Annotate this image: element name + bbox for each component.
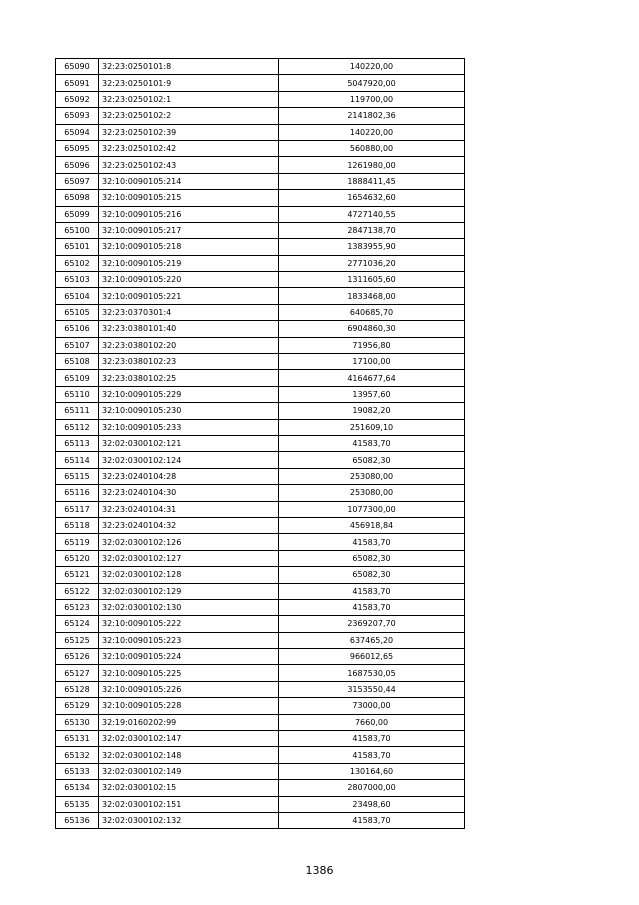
value-cell: 7660,00 — [279, 714, 465, 730]
row-number-cell: 65120 — [56, 550, 99, 566]
cadastral-number-cell: 32:02:0300102:149 — [99, 763, 279, 779]
cadastral-number-cell: 32:10:0090105:228 — [99, 698, 279, 714]
value-cell: 1077300,00 — [279, 501, 465, 517]
value-cell: 2807000,00 — [279, 780, 465, 796]
row-number-cell: 65130 — [56, 714, 99, 730]
table-row — [56, 140, 465, 156]
table-row — [56, 468, 465, 484]
cadastral-number-cell: 32:23:0380102:23 — [99, 354, 279, 370]
row-number-cell: 65121 — [56, 567, 99, 583]
row-number-cell: 65092 — [56, 91, 99, 107]
row-number-cell: 65113 — [56, 435, 99, 451]
table-row — [56, 517, 465, 533]
cadastral-number-cell: 32:23:0240104:28 — [99, 468, 279, 484]
table-row — [56, 501, 465, 517]
table-row — [56, 75, 465, 91]
value-cell: 1888411,45 — [279, 173, 465, 189]
table-row — [56, 599, 465, 615]
value-cell: 19082,20 — [279, 403, 465, 419]
row-number-cell: 65107 — [56, 337, 99, 353]
value-cell: 13957,60 — [279, 386, 465, 402]
cadastral-number-cell: 32:10:0090105:230 — [99, 403, 279, 419]
table-row — [56, 255, 465, 271]
row-number-cell: 65132 — [56, 747, 99, 763]
table-row — [56, 304, 465, 320]
row-number-cell: 65098 — [56, 190, 99, 206]
row-number-cell: 65133 — [56, 763, 99, 779]
table-row — [56, 190, 465, 206]
table-row — [56, 91, 465, 107]
table-row — [56, 386, 465, 402]
cadastral-number-cell: 32:23:0380101:40 — [99, 321, 279, 337]
cadastral-number-cell: 32:10:0090105:218 — [99, 239, 279, 255]
table-row — [56, 403, 465, 419]
cadastral-number-cell: 32:23:0250102:2 — [99, 108, 279, 124]
cadastral-number-cell: 32:23:0240104:31 — [99, 501, 279, 517]
table-row — [56, 698, 465, 714]
value-cell: 1833468,00 — [279, 288, 465, 304]
cadastral-number-cell: 32:23:0240104:32 — [99, 517, 279, 533]
table-row — [56, 780, 465, 796]
table-row — [56, 714, 465, 730]
row-number-cell: 65116 — [56, 485, 99, 501]
value-cell: 253080,00 — [279, 485, 465, 501]
row-number-cell: 65108 — [56, 354, 99, 370]
table-row — [56, 354, 465, 370]
cadastral-number-cell: 32:10:0090105:226 — [99, 681, 279, 697]
row-number-cell: 65103 — [56, 272, 99, 288]
row-number-cell: 65127 — [56, 665, 99, 681]
cadastral-number-cell: 32:23:0380102:20 — [99, 337, 279, 353]
page-number: 1386 — [305, 864, 334, 877]
value-cell: 640685,70 — [279, 304, 465, 320]
value-cell: 637465,20 — [279, 632, 465, 648]
table-row — [56, 796, 465, 812]
value-cell: 130164,60 — [279, 763, 465, 779]
table-row — [56, 108, 465, 124]
cadastral-number-cell: 32:02:0300102:148 — [99, 747, 279, 763]
table-row — [56, 812, 465, 828]
cadastral-number-cell: 32:02:0300102:127 — [99, 550, 279, 566]
table-row — [56, 419, 465, 435]
value-cell: 2847138,70 — [279, 222, 465, 238]
cadastral-number-cell: 32:23:0250102:1 — [99, 91, 279, 107]
row-number-cell: 65110 — [56, 386, 99, 402]
cadastral-number-cell: 32:10:0090105:223 — [99, 632, 279, 648]
cadastral-number-cell: 32:02:0300102:128 — [99, 567, 279, 583]
value-cell: 1687530,05 — [279, 665, 465, 681]
cadastral-number-cell: 32:02:0300102:121 — [99, 435, 279, 451]
cadastral-number-cell: 32:23:0250101:9 — [99, 75, 279, 91]
table-row — [56, 763, 465, 779]
value-cell: 1654632,60 — [279, 190, 465, 206]
cadastral-number-cell: 32:10:0090105:215 — [99, 190, 279, 206]
table-row — [56, 59, 465, 75]
cadastral-number-cell: 32:10:0090105:214 — [99, 173, 279, 189]
cadastral-number-cell: 32:10:0090105:224 — [99, 649, 279, 665]
table-body — [56, 59, 465, 829]
value-cell: 4727140,55 — [279, 206, 465, 222]
table-row — [56, 567, 465, 583]
row-number-cell: 65128 — [56, 681, 99, 697]
row-number-cell: 65135 — [56, 796, 99, 812]
table-row — [56, 157, 465, 173]
row-number-cell: 65118 — [56, 517, 99, 533]
row-number-cell: 65134 — [56, 780, 99, 796]
cadastral-number-cell: 32:02:0300102:129 — [99, 583, 279, 599]
value-cell: 119700,00 — [279, 91, 465, 107]
cadastral-number-cell: 32:10:0090105:217 — [99, 222, 279, 238]
cadastral-number-cell: 32:10:0090105:233 — [99, 419, 279, 435]
row-number-cell: 65125 — [56, 632, 99, 648]
table-row — [56, 337, 465, 353]
value-cell: 2141802,36 — [279, 108, 465, 124]
table-row — [56, 649, 465, 665]
cadastral-number-cell: 32:23:0250102:42 — [99, 140, 279, 156]
table-row — [56, 731, 465, 747]
table-row — [56, 288, 465, 304]
cadastral-number-cell: 32:10:0090105:220 — [99, 272, 279, 288]
cadastral-value-table — [55, 58, 465, 829]
cadastral-number-cell: 32:23:0240104:30 — [99, 485, 279, 501]
table-row — [56, 239, 465, 255]
cadastral-number-cell: 32:23:0250102:39 — [99, 124, 279, 140]
value-cell: 140220,00 — [279, 124, 465, 140]
value-cell: 1311605,60 — [279, 272, 465, 288]
row-number-cell: 65123 — [56, 599, 99, 615]
cadastral-number-cell: 32:02:0300102:147 — [99, 731, 279, 747]
value-cell: 2369207,70 — [279, 616, 465, 632]
value-cell: 251609,10 — [279, 419, 465, 435]
cadastral-number-cell: 32:02:0300102:126 — [99, 534, 279, 550]
row-number-cell: 65112 — [56, 419, 99, 435]
row-number-cell: 65124 — [56, 616, 99, 632]
value-cell: 6904860,30 — [279, 321, 465, 337]
value-cell: 65082,30 — [279, 452, 465, 468]
table-row — [56, 485, 465, 501]
value-cell: 456918,84 — [279, 517, 465, 533]
row-number-cell: 65096 — [56, 157, 99, 173]
table-row — [56, 173, 465, 189]
cadastral-number-cell: 32:10:0090105:221 — [99, 288, 279, 304]
cadastral-number-cell: 32:19:0160202:99 — [99, 714, 279, 730]
table-row — [56, 370, 465, 386]
cadastral-number-cell: 32:02:0300102:132 — [99, 812, 279, 828]
table-row — [56, 665, 465, 681]
table-row — [56, 550, 465, 566]
row-number-cell: 65117 — [56, 501, 99, 517]
table-row — [56, 124, 465, 140]
value-cell: 5047920,00 — [279, 75, 465, 91]
row-number-cell: 65095 — [56, 140, 99, 156]
row-number-cell: 65102 — [56, 255, 99, 271]
row-number-cell: 65109 — [56, 370, 99, 386]
row-number-cell: 65093 — [56, 108, 99, 124]
cadastral-number-cell: 32:10:0090105:225 — [99, 665, 279, 681]
row-number-cell: 65119 — [56, 534, 99, 550]
value-cell: 41583,70 — [279, 435, 465, 451]
cadastral-number-cell: 32:02:0300102:130 — [99, 599, 279, 615]
table-row — [56, 583, 465, 599]
value-cell: 41583,70 — [279, 599, 465, 615]
value-cell: 65082,30 — [279, 550, 465, 566]
cadastral-number-cell: 32:23:0380102:25 — [99, 370, 279, 386]
cadastral-number-cell: 32:23:0250101:8 — [99, 59, 279, 75]
value-cell: 41583,70 — [279, 534, 465, 550]
cadastral-number-cell: 32:02:0300102:15 — [99, 780, 279, 796]
row-number-cell: 65090 — [56, 59, 99, 75]
value-cell: 253080,00 — [279, 468, 465, 484]
table-row — [56, 616, 465, 632]
table-row — [56, 632, 465, 648]
value-cell: 966012,65 — [279, 649, 465, 665]
value-cell: 41583,70 — [279, 583, 465, 599]
table-row — [56, 321, 465, 337]
value-cell: 1261980,00 — [279, 157, 465, 173]
row-number-cell: 65097 — [56, 173, 99, 189]
row-number-cell: 65101 — [56, 239, 99, 255]
value-cell: 23498,60 — [279, 796, 465, 812]
cadastral-number-cell: 32:10:0090105:222 — [99, 616, 279, 632]
value-cell: 2771036,20 — [279, 255, 465, 271]
row-number-cell: 65126 — [56, 649, 99, 665]
cadastral-number-cell: 32:23:0250102:43 — [99, 157, 279, 173]
value-cell: 65082,30 — [279, 567, 465, 583]
table-row — [56, 272, 465, 288]
cadastral-number-cell: 32:10:0090105:229 — [99, 386, 279, 402]
table-row — [56, 452, 465, 468]
row-number-cell: 65114 — [56, 452, 99, 468]
row-number-cell: 65129 — [56, 698, 99, 714]
cadastral-number-cell: 32:10:0090105:219 — [99, 255, 279, 271]
value-cell: 17100,00 — [279, 354, 465, 370]
row-number-cell: 65104 — [56, 288, 99, 304]
table-row — [56, 681, 465, 697]
cadastral-number-cell: 32:23:0370301:4 — [99, 304, 279, 320]
value-cell: 3153550,44 — [279, 681, 465, 697]
value-cell: 41583,70 — [279, 747, 465, 763]
value-cell: 41583,70 — [279, 812, 465, 828]
cadastral-number-cell: 32:10:0090105:216 — [99, 206, 279, 222]
row-number-cell: 65091 — [56, 75, 99, 91]
cadastral-number-cell: 32:02:0300102:124 — [99, 452, 279, 468]
row-number-cell: 65115 — [56, 468, 99, 484]
row-number-cell: 65131 — [56, 731, 99, 747]
row-number-cell: 65099 — [56, 206, 99, 222]
table-row — [56, 222, 465, 238]
row-number-cell: 65111 — [56, 403, 99, 419]
value-cell: 41583,70 — [279, 731, 465, 747]
value-cell: 71956,80 — [279, 337, 465, 353]
row-number-cell: 65094 — [56, 124, 99, 140]
value-cell: 73000,00 — [279, 698, 465, 714]
table-row — [56, 534, 465, 550]
table-row — [56, 435, 465, 451]
value-cell: 1383955,90 — [279, 239, 465, 255]
cadastral-number-cell: 32:02:0300102:151 — [99, 796, 279, 812]
value-cell: 4164677,64 — [279, 370, 465, 386]
value-cell: 140220,00 — [279, 59, 465, 75]
row-number-cell: 65136 — [56, 812, 99, 828]
table-row — [56, 747, 465, 763]
value-cell: 560880,00 — [279, 140, 465, 156]
row-number-cell: 65100 — [56, 222, 99, 238]
row-number-cell: 65106 — [56, 321, 99, 337]
row-number-cell: 65105 — [56, 304, 99, 320]
table-row — [56, 206, 465, 222]
row-number-cell: 65122 — [56, 583, 99, 599]
